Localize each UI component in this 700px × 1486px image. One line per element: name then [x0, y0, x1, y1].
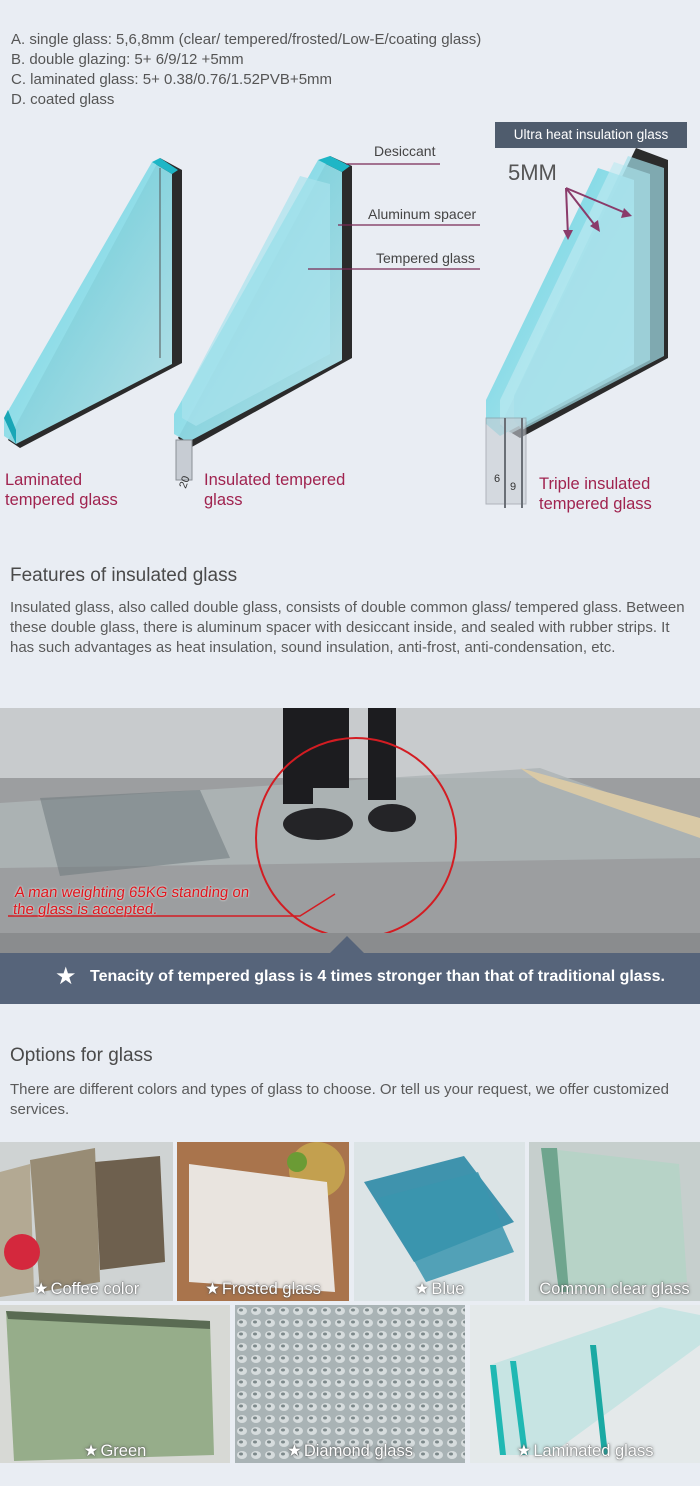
- tile-green-label: ★ Green: [83, 1442, 147, 1460]
- triple-pane-drawing: [486, 148, 668, 508]
- tenacity-banner: [0, 953, 700, 1004]
- tile-laminated-glass[interactable]: [470, 1305, 700, 1463]
- ultra-heat-badge: Ultra heat insulation glass: [495, 122, 687, 148]
- photo-caption: [12, 884, 250, 918]
- features-title: Features of insulated glass: [10, 565, 238, 586]
- tempered-glass-callout: Tempered glass: [376, 250, 475, 266]
- desiccant-callout: Desiccant: [374, 143, 436, 159]
- options-title: Options for glass: [10, 1045, 153, 1066]
- tile-frosted-glass[interactable]: [177, 1142, 349, 1301]
- green-glass-image: [0, 1305, 230, 1463]
- spec-item-b: B. double glazing: 5+ 6/9/12 +5mm: [11, 51, 244, 68]
- tile-frosted-glass-label: ★ Frosted glass: [205, 1280, 321, 1298]
- insulated-caption: [204, 470, 345, 510]
- spec-list: [11, 30, 481, 110]
- banner-text: Tenacity of tempered glass is 4 times stronger than that of traditional glass.: [90, 968, 665, 985]
- tile-common-clear-glass-label: Common clear glass: [539, 1280, 690, 1298]
- star-icon: ★: [414, 1280, 430, 1298]
- tile-diamond-glass[interactable]: [235, 1305, 465, 1463]
- glass-test-photo: [0, 708, 700, 953]
- tile-coffee-color[interactable]: [0, 1142, 173, 1301]
- blue-glass-image: [354, 1142, 525, 1301]
- star-icon: ★: [287, 1442, 302, 1460]
- glass-diagram-drawing: [0, 118, 700, 528]
- star-icon: ★: [33, 1280, 49, 1298]
- tile-coffee-color-label: ★ Coffee color: [33, 1280, 140, 1298]
- dim-20: 20: [177, 474, 193, 491]
- insulated-caption-line1: Insulated tempered: [204, 471, 346, 489]
- tile-blue-label: ★ Blue: [414, 1280, 465, 1298]
- clear-glass-image: [529, 1142, 700, 1301]
- coffee-glass-image: [0, 1142, 173, 1301]
- glass-diagram: [0, 118, 700, 528]
- laminated-caption-line2: tempered glass: [5, 491, 118, 509]
- spec-item-c: C. laminated glass: 5+ 0.38/0.76/1.52PVB+5mm: [11, 71, 333, 88]
- spec-item-a: A. single glass: 5,6,8mm (clear/ tempered/frosted/Low-E/coating glass): [11, 31, 482, 48]
- dim-9: 9: [510, 481, 517, 493]
- tile-laminated-glass-label: ★ Laminated glass: [516, 1442, 654, 1460]
- tile-blue[interactable]: [354, 1142, 525, 1301]
- insulated-pane-drawing: [174, 156, 352, 480]
- laminated-pane-drawing: [4, 158, 182, 448]
- star-icon: ★: [205, 1280, 220, 1298]
- dim-6: 6: [494, 473, 501, 485]
- star-icon: ★: [516, 1442, 532, 1460]
- insulated-caption-line2: glass: [204, 491, 243, 509]
- banner-notch: [330, 936, 364, 953]
- triple-caption: [539, 474, 652, 514]
- star-icon: ★: [55, 963, 77, 990]
- tile-common-clear-glass[interactable]: [529, 1142, 700, 1301]
- tile-green[interactable]: [0, 1305, 230, 1463]
- features-body: Insulated glass, also called double glass, consists of double common glass/ tempered glass. Between these double glass, there is aluminum spacer with desiccant inside, and sealed with rubber strips. It has such advantages as heat insulation, sound insulation, anti-frost, anti-condensation, etc.: [10, 599, 685, 656]
- laminated-glass-image: [470, 1305, 700, 1463]
- laminated-caption-line1: Laminated: [5, 471, 83, 489]
- spec-item-d: D. coated glass: [11, 91, 115, 108]
- five-mm-label: 5MM: [508, 160, 557, 185]
- tile-diamond-glass-label: ★ Diamond glass: [287, 1442, 413, 1460]
- photo-caption-line2: the glass is accepted.: [12, 901, 159, 918]
- frosted-glass-image: [177, 1142, 349, 1301]
- laminated-caption: [5, 470, 118, 510]
- diamond-glass-image: [235, 1305, 465, 1463]
- options-body: There are different colors and types of glass to choose. Or tell us your request, we offer customized services.: [10, 1081, 669, 1118]
- photo-caption-line1: A man weighting 65KG standing on: [14, 884, 251, 901]
- triple-caption-line1: Triple insulated: [539, 475, 651, 493]
- triple-caption-line2: tempered glass: [539, 495, 652, 513]
- star-icon: ★: [83, 1442, 99, 1460]
- aluminum-spacer-callout: Aluminum spacer: [368, 206, 477, 222]
